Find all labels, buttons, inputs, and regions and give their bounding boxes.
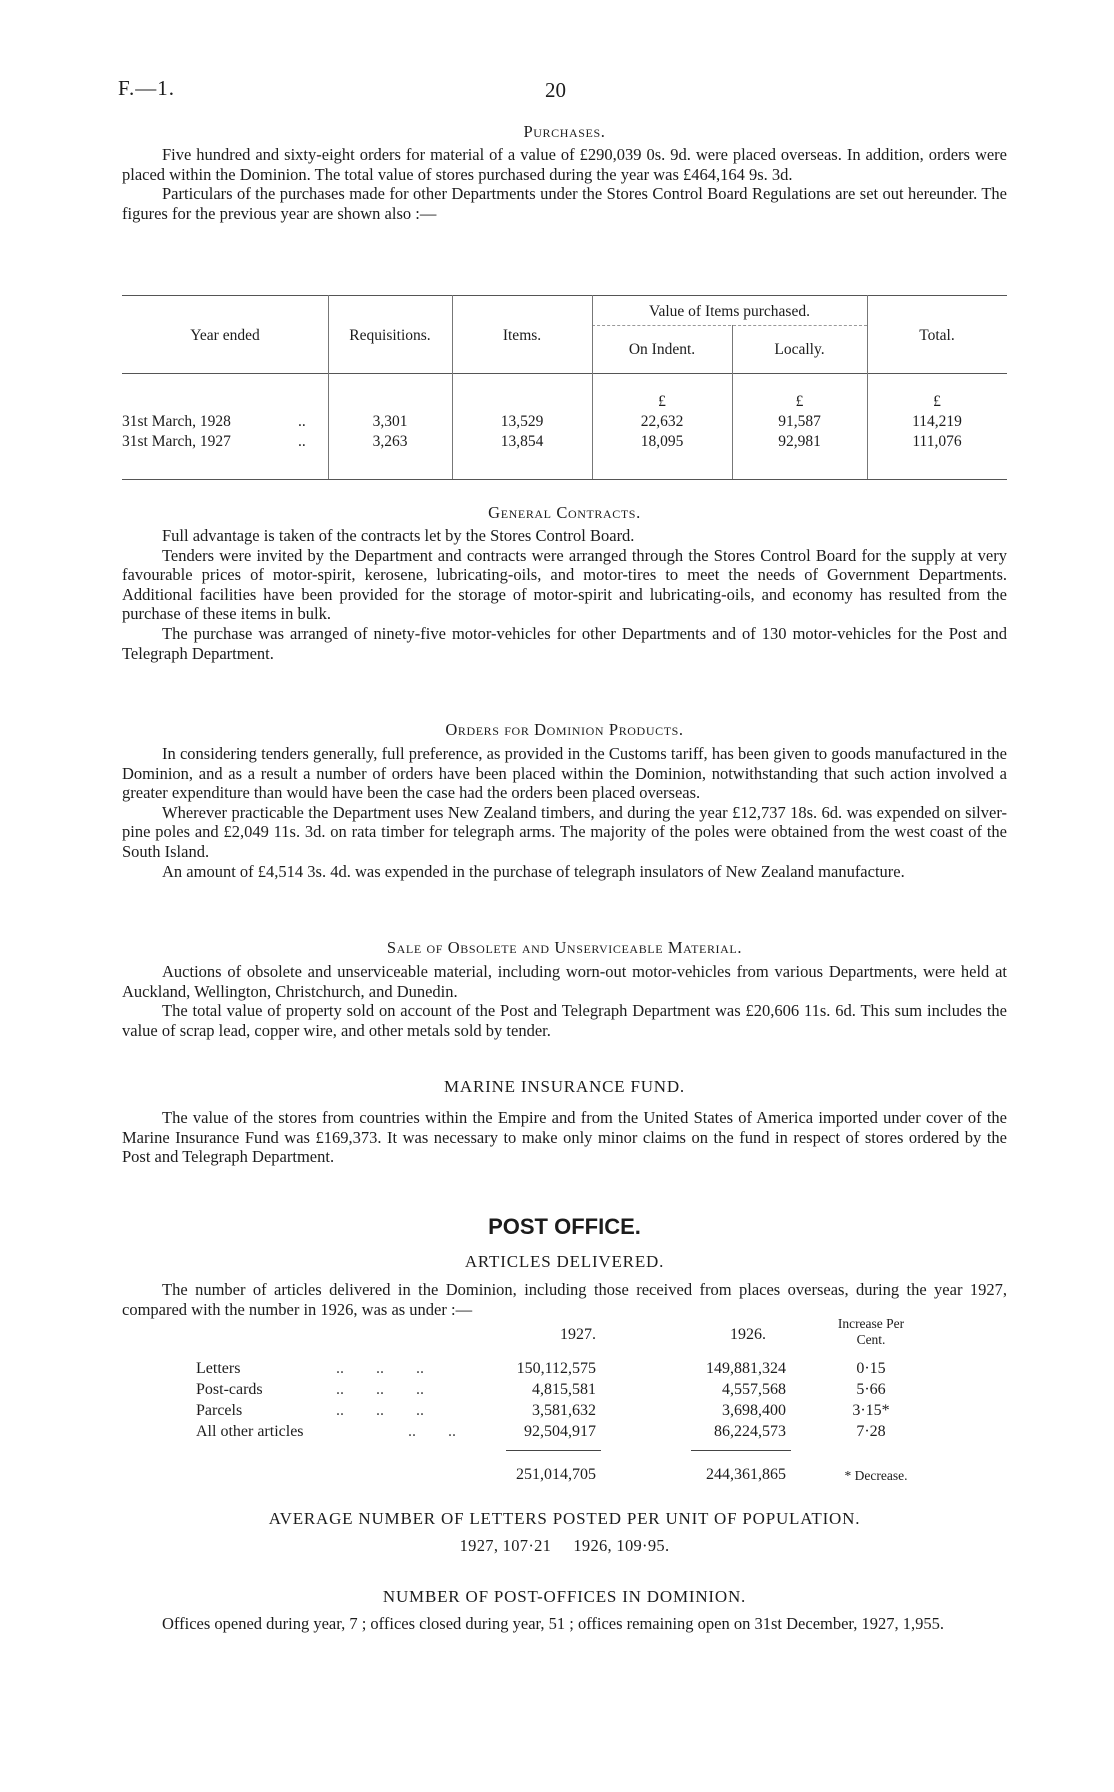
total-1927: 251,014,705 — [516, 1466, 596, 1483]
row-dots: .. — [298, 413, 306, 430]
purchases-text — [122, 145, 1007, 223]
row-1927: 92,504,917 — [524, 1423, 596, 1440]
sum-rule — [691, 1450, 791, 1451]
paragraph: Offices opened during year, 7 ; offices closed during year, 51 ; offices remaining open on 31st December, 1927, 1,955. — [162, 1614, 945, 1633]
column-rule — [592, 295, 593, 479]
row-year: 31st March, 1928 — [122, 413, 231, 430]
row-1926: 4,557,568 — [722, 1381, 786, 1398]
row-dots: .. — [298, 433, 306, 450]
articles-intro — [122, 1280, 1007, 1319]
table-rule — [122, 295, 1007, 296]
col-header-locally: Locally. — [774, 341, 825, 358]
paragraph: An amount of £4,514 3s. 4d. was expended in the purchase of telegraph insulators of New Zealand manufacture. — [162, 861, 905, 881]
row-items: 13,529 — [500, 413, 544, 430]
row-1926: 3,698,400 — [722, 1402, 786, 1419]
row-increase: 7·28 — [856, 1423, 886, 1440]
row-increase: 0·15 — [856, 1360, 886, 1377]
currency-symbol: £ — [795, 393, 804, 410]
paragraph: Particulars of the purchases made for other Departments under the Stores Control Board Regulations are set out hereunder. The figures for the previous year are shown also :— — [122, 184, 1007, 223]
row-requisitions: 3,301 — [372, 413, 408, 430]
row-locally: 92,981 — [778, 433, 821, 450]
row-total: 111,076 — [912, 433, 962, 450]
table-row — [196, 1360, 941, 1380]
col-header-total: Total. — [919, 327, 955, 344]
row-dots: .. .. — [408, 1423, 456, 1440]
total-1926: 244,361,865 — [706, 1466, 786, 1483]
row-label: All other articles — [196, 1423, 304, 1440]
col-header-requisitions: Requisitions. — [349, 327, 431, 344]
row-label: Post-cards — [196, 1381, 263, 1398]
purchases-table — [122, 295, 1007, 480]
table-rule — [122, 373, 1007, 374]
table-row — [196, 1423, 941, 1443]
row-increase: 3·15* — [852, 1402, 890, 1419]
row-1927: 4,815,581 — [532, 1381, 596, 1398]
dominion-products-text — [122, 744, 1007, 881]
row-1927: 150,112,575 — [516, 1360, 596, 1377]
column-rule — [867, 295, 868, 479]
row-increase: 5·66 — [856, 1381, 886, 1398]
average-letters-heading: AVERAGE NUMBER OF LETTERS POSTED PER UNIT OF POPULATION. — [268, 1509, 861, 1528]
row-total: 114,219 — [912, 413, 962, 430]
obsolete-sale-text — [122, 962, 1007, 1040]
footnote-decrease: * Decrease. — [844, 1468, 908, 1483]
paragraph: Auctions of obsolete and unserviceable material, including worn-out motor-vehicles from various Departments, were held at Auckland, Wellington, Christchurch, and Dunedin. — [122, 962, 1007, 1001]
general-contracts-heading: General Contracts. — [488, 503, 641, 522]
row-locally: 91,587 — [778, 413, 821, 430]
currency-symbol: £ — [933, 393, 941, 410]
table-row — [196, 1381, 941, 1401]
post-offices-heading: NUMBER OF POST-OFFICES IN DOMINION. — [382, 1587, 747, 1606]
column-rule — [452, 295, 453, 479]
paragraph: Five hundred and sixty-eight orders for material of a value of £290,039 0s. 9d. were placed overseas. In addition, orders were placed within the Dominion. The total value of stores purchased during the year was £464,164 9s. 3d. — [122, 145, 1007, 184]
total-row — [196, 1466, 941, 1486]
group-rule — [592, 325, 867, 326]
marine-insurance-heading: MARINE INSURANCE FUND. — [444, 1077, 685, 1096]
row-indent: 18,095 — [640, 433, 684, 450]
sum-rule — [506, 1450, 601, 1451]
col-header-indent: On Indent. — [628, 341, 696, 358]
col-header-items: Items. — [502, 327, 542, 344]
row-dots: .. .. .. — [336, 1402, 424, 1419]
row-year: 31st March, 1927 — [122, 433, 231, 450]
table-row — [196, 1402, 941, 1422]
row-requisitions: 3,263 — [372, 433, 408, 450]
col-header-year: Year ended — [190, 327, 260, 344]
row-1927: 3,581,632 — [532, 1402, 596, 1419]
col-header-increase: Increase Per Cent. — [837, 1316, 905, 1347]
row-label: Letters — [196, 1360, 241, 1377]
row-items: 13,854 — [500, 433, 544, 450]
document-reference: F.—1. — [118, 76, 175, 100]
paragraph: The number of articles delivered in the Dominion, including those received from places overseas, during the year 1927, compared with the number in 1926, was as under :— — [122, 1280, 1007, 1319]
paragraph: The total value of property sold on account of the Post and Telegraph Department was £20,606 11s. 6d. This sum includes the value of scrap lead, copper wire, and other metals sold by tender. — [122, 1001, 1007, 1040]
page-number: 20 — [545, 78, 566, 102]
col-header-value-group: Value of Items purchased. — [649, 303, 810, 320]
obsolete-sale-heading: Sale of Obsolete and Unserviceable Material. — [386, 938, 743, 957]
articles-delivered-heading: ARTICLES DELIVERED. — [464, 1252, 665, 1271]
row-dots: .. .. .. — [336, 1360, 424, 1377]
row-dots: .. .. .. — [336, 1381, 424, 1398]
post-offices-text — [122, 1614, 1007, 1634]
marine-insurance-text — [122, 1108, 1007, 1167]
row-label: Parcels — [196, 1402, 243, 1419]
paragraph: Tenders were invited by the Department and contracts were arranged through the Stores Control Board for the supply at very favourable prices of motor-spirit, kerosene, lubricating-oils, and motor-tires to meet the needs of Government Departments. Additional facilities have been provided for the storage of motor-spirit and lubricating-oils, and economy has resulted from the purchase of these items in bulk. — [122, 545, 1007, 624]
paragraph: The value of the stores from countries within the Empire and from the United States of America imported under cover of the Marine Insurance Fund was £169,373. It was necessary to make only minor claims on the fund in respect of stores ordered by the Post and Telegraph Department. — [122, 1108, 1007, 1167]
purchases-heading: Purchases. — [523, 122, 606, 141]
row-1926: 149,881,324 — [706, 1360, 786, 1377]
row-indent: 22,632 — [640, 413, 684, 430]
paragraph: The purchase was arranged of ninety-five motor-vehicles for other Departments and of 130 motor-vehicles for the Post and Telegraph Department. — [122, 623, 1007, 663]
currency-symbol: £ — [658, 393, 666, 410]
column-rule — [328, 295, 329, 479]
table-rule — [122, 479, 1007, 480]
col-header-1926: 1926. — [730, 1326, 766, 1343]
paragraph: In considering tenders generally, full preference, as provided in the Customs tariff, has been given to goods manufactured in the Dominion, and as a result a number of orders have been placed within the Dominion, notwithstanding that such action involved a greater expenditure than would have been the case had the orders been placed overseas. — [122, 744, 1007, 803]
row-1926: 86,224,573 — [714, 1423, 786, 1440]
col-header-1927: 1927. — [560, 1326, 596, 1343]
paragraph: Wherever practicable the Department uses New Zealand timbers, and during the year £12,737 18s. 6d. was expended on silver-pine poles and £2,049 11s. 3d. on rata timber for telegraph arms. The majority of the poles were obtained from the west coast of the South Island. — [122, 802, 1007, 861]
dominion-products-heading: Orders for Dominion Products. — [445, 720, 684, 739]
post-office-heading: POST OFFICE. — [488, 1214, 641, 1239]
general-contracts-text — [122, 526, 1007, 663]
average-letters-values: 1927, 107·21 1926, 109·95. — [459, 1536, 670, 1555]
paragraph: Full advantage is taken of the contracts let by the Stores Control Board. — [162, 526, 635, 545]
